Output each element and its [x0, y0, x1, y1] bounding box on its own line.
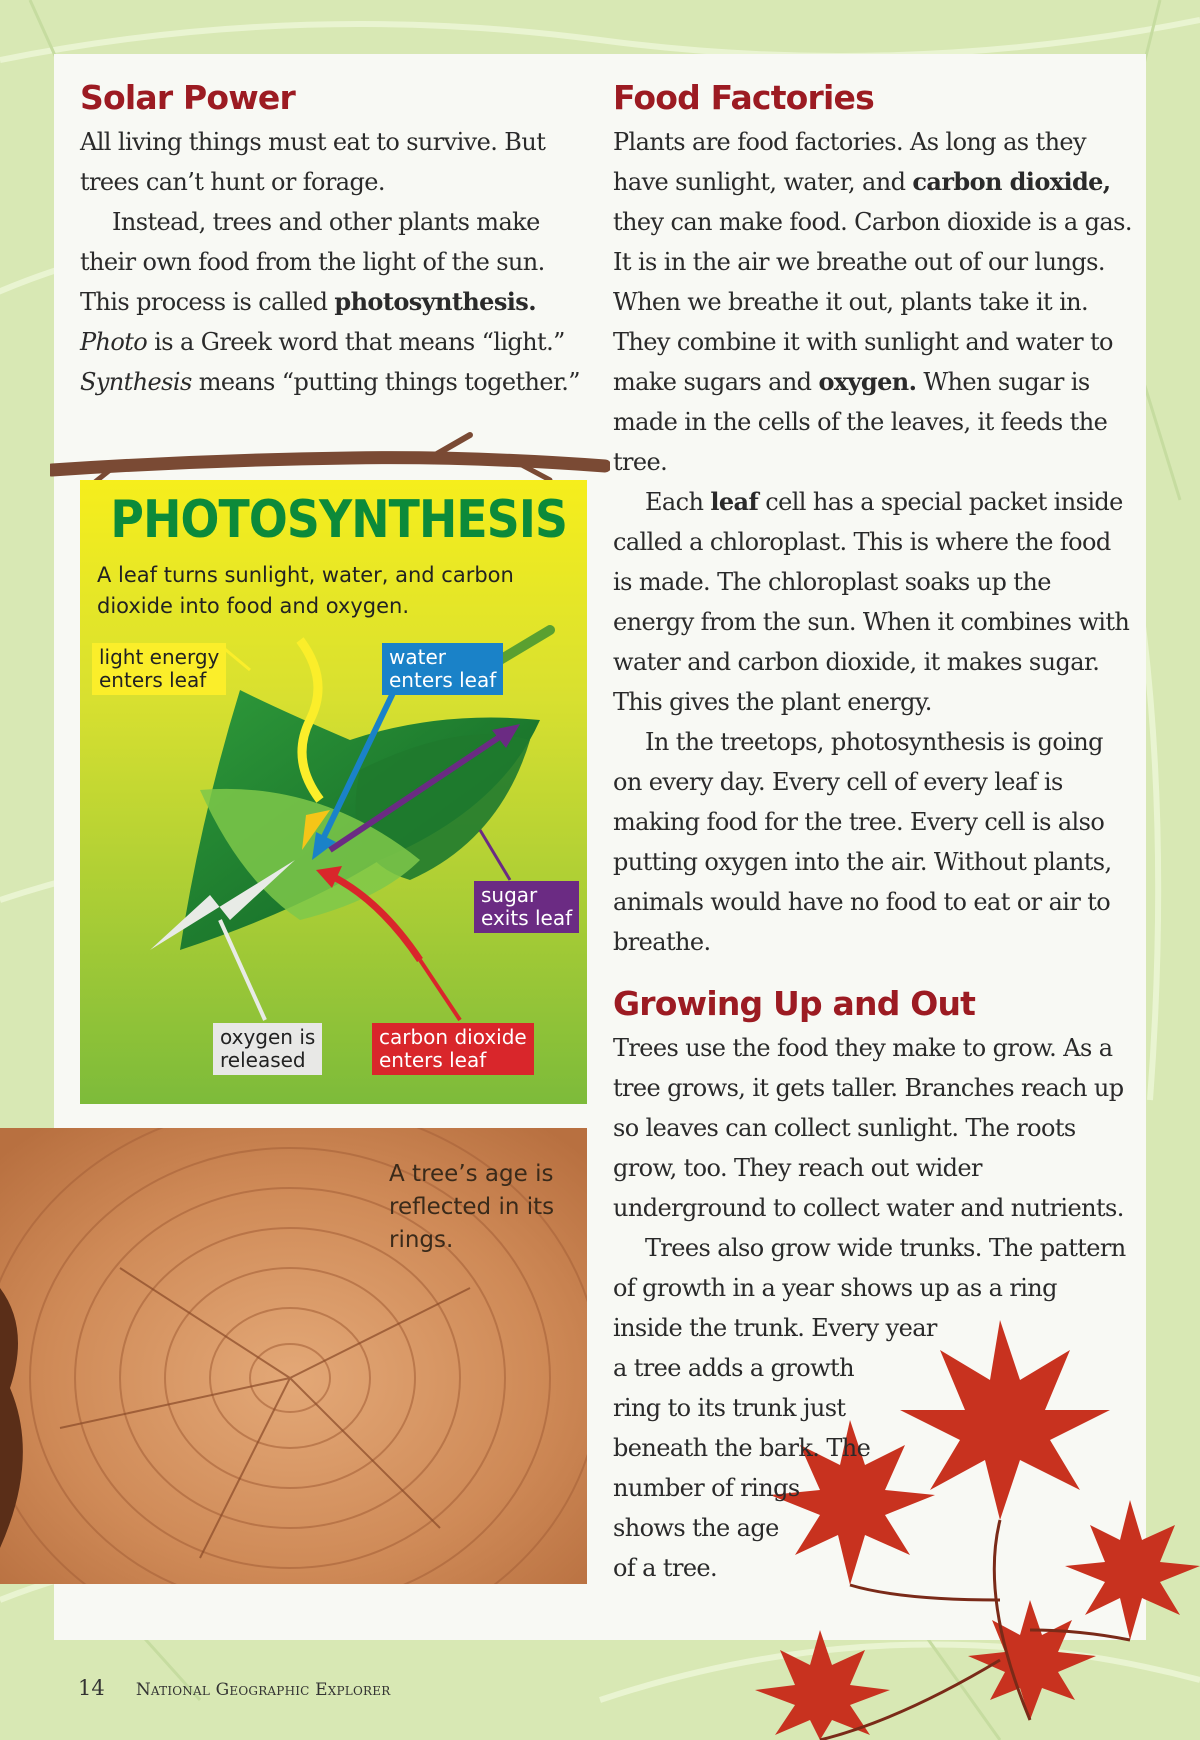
text-run: means “putting things together.”	[191, 368, 580, 396]
term-leaf: leaf	[710, 487, 759, 516]
diagram-title: PHOTOSYNTHESIS	[110, 490, 568, 550]
magazine-name: National Geographic Explorer	[135, 1680, 391, 1700]
text-run: cell has a special packet inside called a chloroplast. This is where the food is made. The chloroplast soaks up the energy from the sun. When it combines with water and carbon dioxide, it makes sugar. This gives the plant energy.	[613, 488, 1130, 716]
term-photo: Photo	[80, 328, 148, 356]
tree-rings-photo	[0, 1128, 587, 1584]
label-carbon-dioxide: carbon dioxide enters leaf	[372, 1023, 534, 1075]
term-oxygen: oxygen.	[818, 367, 917, 396]
growing-paragraph-2: Trees also grow wide trunks. The pattern of growth in a year shows up as a ring inside the trunk. Every year	[613, 1234, 1126, 1342]
text-run: is a Greek word that means “light.”	[147, 328, 565, 356]
left-column	[80, 74, 580, 402]
page-number: 14	[78, 1676, 105, 1700]
label-light-energy: light energy enters leaf	[92, 643, 226, 695]
solar-power-text	[80, 122, 580, 402]
page-footer	[78, 1676, 390, 1700]
food-factories-text	[613, 122, 1133, 962]
label-water: water enters leaf	[382, 643, 503, 695]
diagram-subtitle: A leaf turns sunlight, water, and carbon dioxide into food and oxygen.	[97, 563, 514, 618]
solar-paragraph-2	[80, 202, 580, 402]
text-run: Each	[645, 488, 711, 516]
growing-line-6: of a tree.	[613, 1554, 718, 1582]
tree-rings-caption: A tree’s age is reflected in its rings.	[389, 1161, 555, 1253]
heading-food-factories: Food Factories	[613, 78, 874, 117]
growing-line-1: a tree adds a growth	[613, 1354, 854, 1382]
text-run: they can make food. Carbon dioxide is a gas. It is in the air we breathe out of our lungs. When we breathe it out, plants take it in. They combine it with sunlight and water to make sugars and	[613, 208, 1132, 396]
label-oxygen: oxygen is released	[213, 1023, 322, 1075]
food-paragraph-3: In the treetops, photosynthesis is going on every day. Every cell of every leaf is making food for the tree. Every cell is also putting oxygen into the air. Without plants, animals would have no food to eat or air to breathe.	[613, 728, 1112, 956]
right-column	[613, 74, 1133, 1588]
food-paragraph-2	[613, 482, 1133, 722]
photosynthesis-diagram	[80, 480, 587, 1104]
text-run: Plants are food factories. As long as they have sunlight, water, and	[613, 128, 1086, 196]
growing-line-4: number of rings	[613, 1474, 800, 1502]
growing-line-5: shows the age	[613, 1514, 779, 1542]
growing-line-3: beneath the bark. The	[613, 1434, 871, 1462]
term-carbon-dioxide: carbon dioxide,	[912, 167, 1111, 196]
text-run: Instead, trees and other plants make their own food from the light of the sun. This process is called	[80, 208, 545, 316]
label-sugar: sugar exits leaf	[474, 881, 579, 933]
solar-paragraph-1: All living things must eat to survive. But trees can’t hunt or forage.	[80, 128, 546, 196]
term-photosynthesis: photosynthesis.	[334, 287, 536, 316]
text-run: When sugar is made in the cells of the leaves, it feeds the tree.	[613, 368, 1108, 476]
term-synthesis: Synthesis	[80, 368, 192, 396]
food-paragraph-1	[613, 122, 1133, 482]
growing-text	[613, 1028, 1133, 1588]
growing-line-2: ring to its trunk just	[613, 1394, 846, 1422]
growing-paragraph-1: Trees use the food they make to grow. As a tree grows, it gets taller. Branches reach up so leaves can collect sunlight. The roots grow, too. They reach out wider underground to collect water and nutrients.	[613, 1034, 1124, 1222]
heading-growing-up-and-out: Growing Up and Out	[613, 984, 976, 1023]
heading-solar-power: Solar Power	[80, 78, 295, 117]
